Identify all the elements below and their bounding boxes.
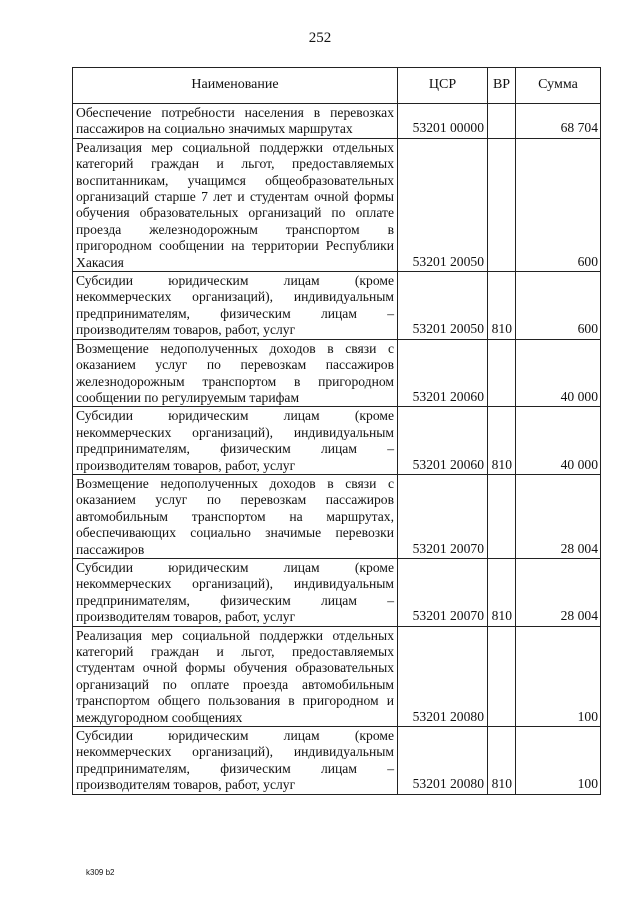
row-vr: 810: [488, 407, 516, 475]
row-csr: 53201 20070: [398, 558, 488, 626]
table-row: [73, 727, 601, 795]
row-name: Обеспечение потребности населения в перевозках пассажиров на социально значимых маршрутах: [73, 104, 398, 139]
row-vr: [488, 138, 516, 271]
row-csr: 53201 00000: [398, 104, 488, 139]
row-name: Субсидии юридическим лицам (кроме некоммерческих организаций), индивидуальным предпринимателям, физическим лицам – производителям товаров, работ, услуг: [73, 407, 398, 475]
header-vr: ВР: [488, 68, 516, 104]
row-csr: 53201 20060: [398, 339, 488, 407]
row-sum: 28 004: [516, 558, 601, 626]
table-row: [73, 474, 601, 558]
footer-code: k309 b2: [86, 868, 115, 877]
row-name: Субсидии юридическим лицам (кроме некоммерческих организаций), индивидуальным предпринимателям, физическим лицам – производителям товаров, работ, услуг: [73, 727, 398, 795]
row-vr: [488, 626, 516, 726]
row-sum: 40 000: [516, 407, 601, 475]
table-row: [73, 626, 601, 726]
table-row: [73, 138, 601, 271]
header-name: Наименование: [73, 68, 398, 104]
row-csr: 53201 20080: [398, 626, 488, 726]
row-name: Субсидии юридическим лицам (кроме некоммерческих организаций), индивидуальным предпринимателям, физическим лицам – производителям товаров, работ, услуг: [73, 272, 398, 340]
table-row: [73, 339, 601, 407]
header-csr: ЦСР: [398, 68, 488, 104]
row-sum: 600: [516, 272, 601, 340]
table-row: [73, 272, 601, 340]
table-header-row: [73, 68, 601, 104]
page-number: 252: [308, 30, 332, 46]
header-sum: Сумма: [516, 68, 601, 104]
row-sum: 600: [516, 138, 601, 271]
row-name: Субсидии юридическим лицам (кроме некоммерческих организаций), индивидуальным предпринимателям, физическим лицам – производителям товаров, работ, услуг: [73, 558, 398, 626]
row-vr: [488, 339, 516, 407]
row-csr: 53201 20080: [398, 727, 488, 795]
row-name: Реализация мер социальной поддержки отдельных категорий граждан и льгот, предоставляемых студентам очной формы обучения образовательных организаций по оплате проезда автомобильным транспортом общего пользования в пригородном и междугородном сообщениях: [73, 626, 398, 726]
row-sum: 68 704: [516, 104, 601, 139]
row-name: Реализация мер социальной поддержки отдельных категорий граждан и льгот, предоставляемых воспитанникам, учащимся общеобразовательных организаций старше 7 лет и студентам очной формы обучения образовательных организаций по оплате проезда железнодорожным транспортом в пригородном сообщении на территории Республики Хакасия: [73, 138, 398, 271]
table-row: [73, 558, 601, 626]
row-csr: 53201 20060: [398, 407, 488, 475]
table-row: [73, 407, 601, 475]
row-sum: 100: [516, 626, 601, 726]
row-sum: 28 004: [516, 474, 601, 558]
row-csr: 53201 20050: [398, 272, 488, 340]
row-name: Возмещение недополученных доходов в связи с оказанием услуг по перевозкам пассажиров автомобильным транспортом на маршрутах, обеспечивающих социально значимые перевозки пассажиров: [73, 474, 398, 558]
row-csr: 53201 20070: [398, 474, 488, 558]
row-vr: [488, 104, 516, 139]
budget-table: [72, 67, 601, 795]
row-sum: 100: [516, 727, 601, 795]
row-csr: 53201 20050: [398, 138, 488, 271]
table-row: [73, 104, 601, 139]
row-name: Возмещение недополученных доходов в связи с оказанием услуг по перевозкам пассажиров железнодорожным транспортом в пригородном сообщении по регулируемым тарифам: [73, 339, 398, 407]
row-sum: 40 000: [516, 339, 601, 407]
row-vr: [488, 474, 516, 558]
row-vr: 810: [488, 727, 516, 795]
row-vr: 810: [488, 558, 516, 626]
row-vr: 810: [488, 272, 516, 340]
